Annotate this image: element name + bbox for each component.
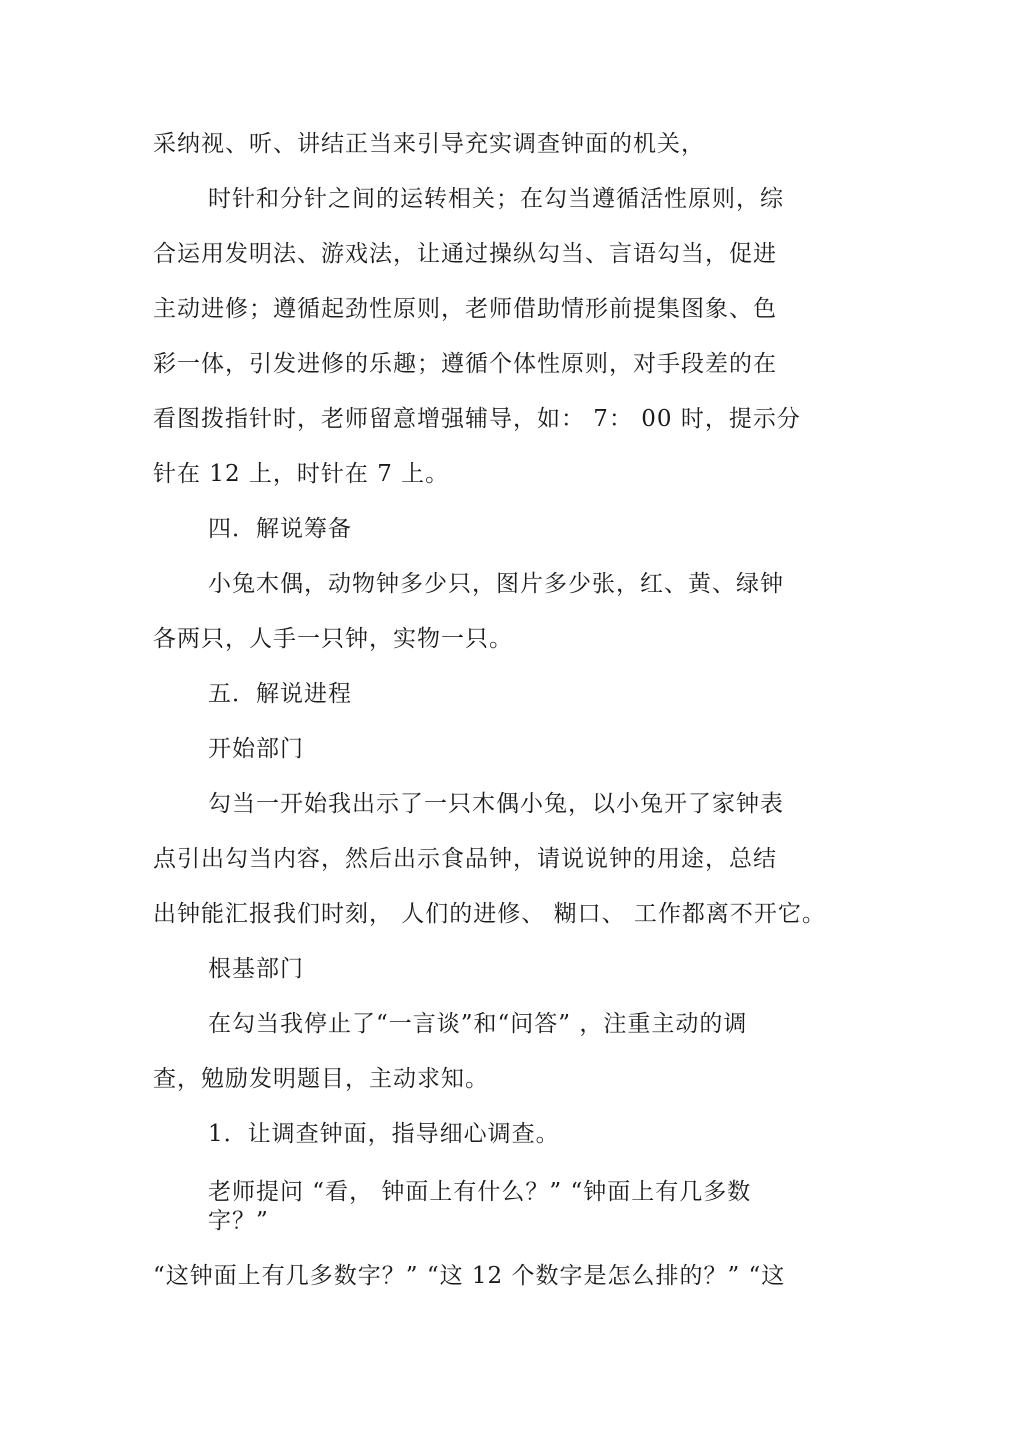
text-line: 在勾当我停止了“一言谈”和“问答” ，注重主动的调 xyxy=(208,1011,748,1037)
text-line: 看图拨指针时，老师留意增强辅导，如： 7： 00 时，提示分 xyxy=(153,406,801,432)
text-line: 出钟能汇报我们时刻， 人们的进修、 糊口、 工作都离不开它。 xyxy=(153,901,826,927)
text-line: 老师提问 “看， 钟面上有什么？” “钟面上有几多数 xyxy=(208,1179,752,1205)
text-line: 彩一体，引发进修的乐趣；遵循个体性原则，对手段差的在 xyxy=(153,351,777,377)
subsection-heading: 根基部门 xyxy=(208,956,304,982)
text-line: 各两只，人手一只钟，实物一只。 xyxy=(153,626,513,652)
list-item: 1．让调查钟面，指导细心调查。 xyxy=(208,1121,560,1147)
text-line: 合运用发明法、游戏法，让通过操纵勾当、言语勾当，促进 xyxy=(153,241,777,267)
text-line: 点引出勾当内容，然后出示食品钟，请说说钟的用途，总结 xyxy=(153,846,777,872)
text-line: “这钟面上有几多数字？” “这 12 个数字是怎么排的？” “这 xyxy=(153,1263,786,1289)
text-line: 勾当一开始我出示了一只木偶小兔，以小兔开了家钟表 xyxy=(208,791,784,817)
subsection-heading: 开始部门 xyxy=(208,736,304,762)
text-line: 查，勉励发明题目，主动求知。 xyxy=(153,1066,489,1092)
text-line: 时针和分针之间的运转相关；在勾当遵循活性原则，综 xyxy=(208,186,784,212)
text-line: 字？” xyxy=(208,1208,269,1234)
text-line: 主动进修；遵循起劲性原则，老师借助情形前提集图象、色 xyxy=(153,296,777,322)
text-line: 采纳视、听、讲结正当来引导充实调查钟面的机关， xyxy=(153,131,705,157)
text-line: 针在 12 上，时针在 7 上。 xyxy=(153,461,450,487)
section-heading: 四．解说筹备 xyxy=(208,516,352,542)
text-line: 小兔木偶，动物钟多少只，图片多少张，红、黄、绿钟 xyxy=(208,571,784,597)
section-heading: 五．解说进程 xyxy=(208,681,352,707)
